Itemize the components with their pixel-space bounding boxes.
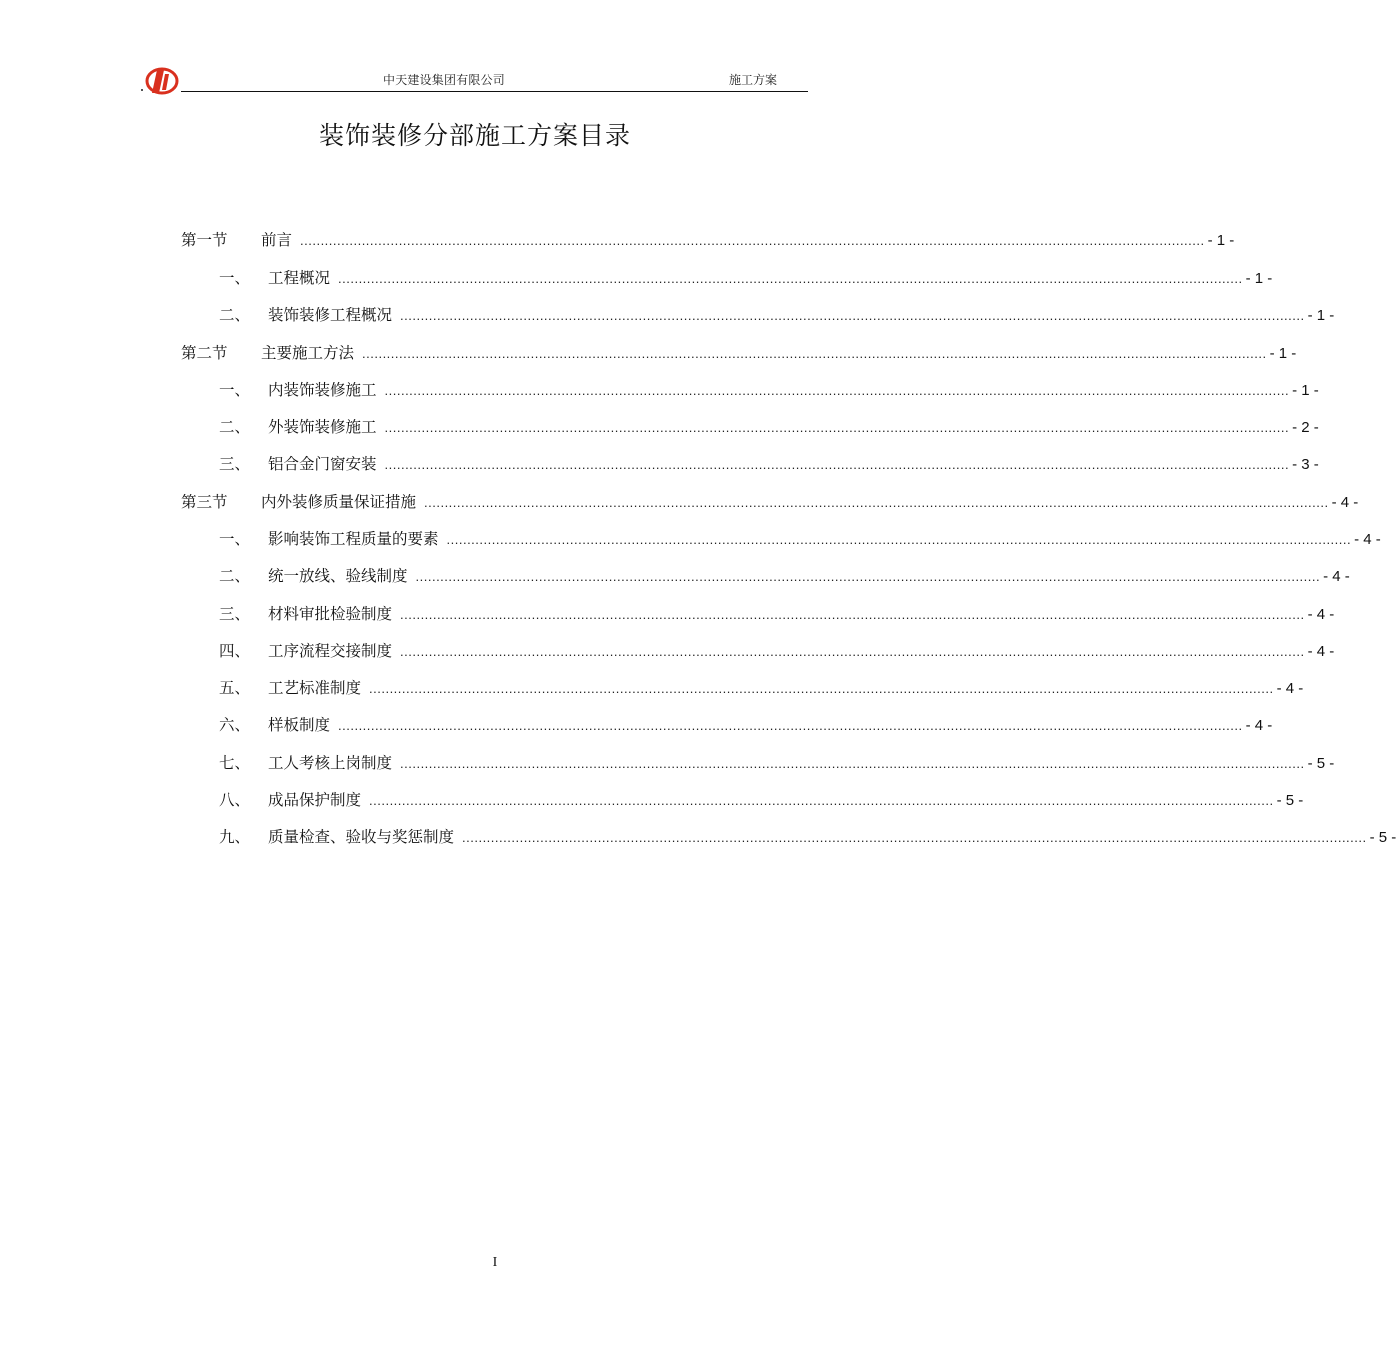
toc-entry[interactable] (219, 416, 1319, 438)
toc-entry-page: - 4 - (1276, 680, 1304, 697)
toc-entry-title: 质量检查、验收与奖惩制度 (268, 828, 455, 846)
toc-entry[interactable] (219, 528, 1381, 550)
toc-leader-dots: ............................................................................................................................................................................................................................ (369, 793, 1274, 808)
toc-entry-title: 外装饰装修施工 (268, 418, 377, 436)
toc-entry-page: - 1 - (1292, 382, 1319, 399)
toc-entry-number: 三、 (219, 605, 251, 623)
company-logo-icon (145, 66, 179, 96)
toc-entry-title: 工艺标准制度 (268, 679, 362, 697)
toc-entry-number: 六、 (219, 716, 251, 734)
page-number: I (492, 1255, 498, 1270)
toc-entry-title: 前言 (261, 231, 293, 249)
toc-leader-dots: ............................................................................................................................................................................................................................ (362, 346, 1267, 361)
toc-entry-title: 内外装修质量保证措施 (261, 493, 417, 511)
toc-entry[interactable] (219, 453, 1319, 475)
toc-entry-title: 统一放线、验线制度 (268, 567, 408, 585)
toc-entry-number: 四、 (219, 642, 251, 660)
toc-entry-title: 装饰装修工程概况 (268, 306, 393, 324)
toc-entry-page: - 4 - (1307, 606, 1335, 623)
toc-leader-dots: ............................................................................................................................................................................................................................ (384, 457, 1290, 472)
toc-entry[interactable] (219, 640, 1335, 662)
toc-entry[interactable] (219, 267, 1273, 289)
toc-entry-title: 内装饰装修施工 (268, 381, 377, 399)
page-title: 装饰装修分部施工方案目录 (318, 121, 631, 150)
header-divider (181, 91, 808, 92)
toc-entry[interactable] (181, 491, 1359, 513)
toc-leader-dots: ............................................................................................................................................................................................................................ (400, 756, 1305, 771)
toc-leader-dots: ............................................................................................................................................................................................................................ (415, 569, 1321, 584)
toc-leader-dots: ............................................................................................................................................................................................................................ (400, 644, 1305, 659)
toc-entry[interactable] (181, 342, 1297, 364)
toc-leader-dots: ............................................................................................................................................................................................................................ (338, 718, 1243, 733)
toc-leader-dots: ............................................................................................................................................................................................................................ (446, 532, 1352, 547)
toc-entry-title: 工人考核上岗制度 (268, 754, 393, 772)
toc-entry-number: 九、 (219, 828, 251, 846)
toc-entry-title: 成品保护制度 (268, 791, 362, 809)
toc-leader-dots: ............................................................................................................................................................................................................................ (400, 308, 1305, 323)
toc-entry-page: - 4 - (1245, 717, 1273, 734)
toc-entry-page: - 1 - (1245, 270, 1273, 287)
toc-entry-number: 二、 (219, 567, 251, 585)
toc-entry-title: 工序流程交接制度 (268, 642, 393, 660)
toc-entry-page: - 1 - (1307, 307, 1335, 324)
toc-entry-page: - 5 - (1307, 755, 1335, 772)
toc-leader-dots: ............................................................................................................................................................................................................................ (400, 607, 1305, 622)
toc-entry-number: 第二节 (181, 344, 228, 362)
toc-entry-page: - 5 - (1276, 792, 1304, 809)
toc-entry-number: 一、 (219, 269, 251, 287)
toc-leader-dots: ............................................................................................................................................................................................................................ (384, 420, 1290, 435)
toc-entry[interactable] (219, 379, 1319, 401)
toc-entry-page: - 3 - (1292, 456, 1319, 473)
toc-entry-title: 影响装饰工程质量的要素 (268, 530, 439, 548)
toc-leader-dots: ............................................................................................................................................................................................................................ (462, 830, 1367, 845)
toc-entry-number: 二、 (219, 418, 251, 436)
toc-entry-page: - 2 - (1292, 419, 1319, 436)
toc-leader-dots: ............................................................................................................................................................................................................................ (384, 383, 1290, 398)
toc-entry-number: 八、 (219, 791, 251, 809)
toc-entry-title: 工程概况 (268, 269, 331, 287)
toc-entry-number: 一、 (219, 530, 251, 548)
toc-entry[interactable] (181, 229, 1235, 251)
toc-entry-title: 材料审批检验制度 (268, 605, 393, 623)
toc-entry-page: - 4 - (1307, 643, 1335, 660)
toc-entry-title: 铝合金门窗安装 (268, 455, 377, 473)
toc-leader-dots: ............................................................................................................................................................................................................................ (300, 233, 1205, 248)
toc-entry-title: 主要施工方法 (261, 344, 355, 362)
header-document-type: 施工方案 (729, 73, 778, 87)
toc-leader-dots: ............................................................................................................................................................................................................................ (369, 681, 1274, 696)
toc-entry[interactable] (219, 677, 1304, 699)
toc-entry-number: 一、 (219, 381, 251, 399)
toc-entry[interactable] (219, 304, 1335, 326)
toc-entry[interactable] (219, 789, 1304, 811)
toc-entry-number: 三、 (219, 455, 251, 473)
toc-entry-number: 二、 (219, 306, 251, 324)
toc-entry-page: - 4 - (1323, 568, 1350, 585)
toc-entry-number: 七、 (219, 754, 251, 772)
toc-entry-page: - 4 - (1354, 531, 1381, 548)
toc-leader-dots: ............................................................................................................................................................................................................................ (338, 271, 1243, 286)
toc-entry-page: - 1 - (1207, 232, 1235, 249)
toc-entry-page: - 4 - (1331, 494, 1359, 511)
toc-entry-page: - 5 - (1369, 829, 1396, 846)
toc-leader-dots: ............................................................................................................................................................................................................................ (424, 495, 1329, 510)
toc-entry[interactable] (219, 752, 1335, 774)
toc-entry[interactable] (219, 714, 1273, 736)
toc-entry-number: 第一节 (181, 231, 228, 249)
header-company-name: 中天建设集团有限公司 (383, 73, 506, 87)
toc-entry-page: - 1 - (1269, 345, 1297, 362)
toc-entry-number: 五、 (219, 679, 251, 697)
toc-entry[interactable] (219, 603, 1335, 625)
header-mark (141, 89, 143, 91)
toc-entry[interactable] (219, 565, 1350, 587)
toc-entry-title: 样板制度 (268, 716, 331, 734)
toc-entry[interactable] (219, 826, 1396, 848)
toc-entry-number: 第三节 (181, 493, 228, 511)
